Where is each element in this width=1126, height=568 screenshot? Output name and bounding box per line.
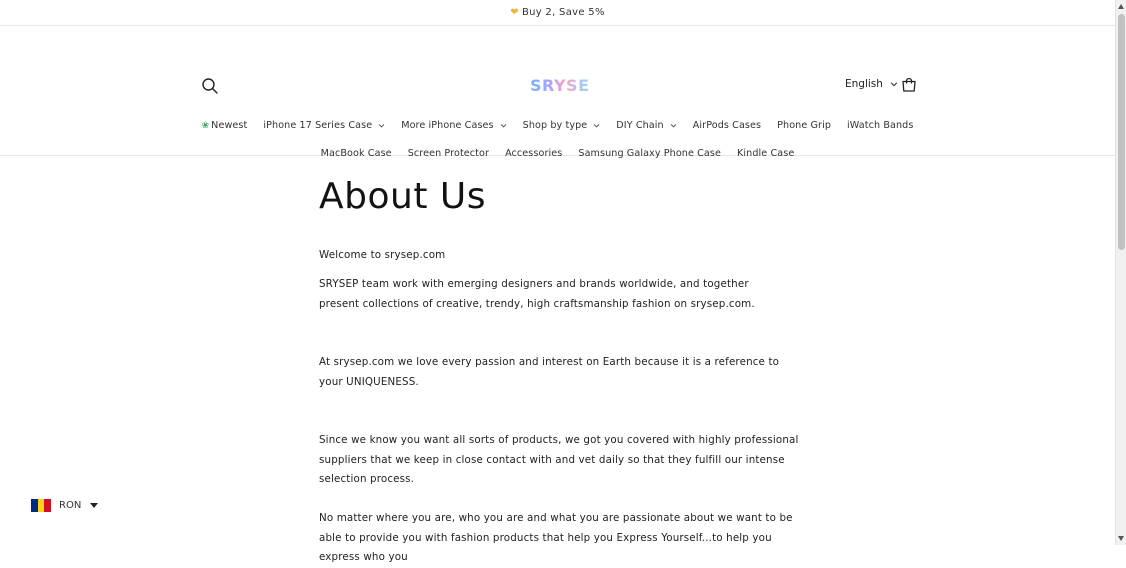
- search-icon[interactable]: [200, 76, 220, 96]
- scroll-up-arrow-icon[interactable]: [1118, 4, 1124, 9]
- language-selector[interactable]: [845, 78, 898, 90]
- site-header: [0, 26, 1115, 159]
- nav-label: More iPhone Cases: [401, 120, 494, 131]
- nav-label: Shop by type: [522, 120, 588, 131]
- chevron-down-icon: [378, 122, 385, 129]
- nav-item-shop-by-type[interactable]: [523, 120, 601, 131]
- scrollbar-thumb[interactable]: [1118, 14, 1125, 250]
- flag-stripe: [44, 499, 51, 512]
- chevron-down-icon: [593, 122, 600, 129]
- nav-label: DIY Chain: [616, 120, 664, 131]
- chevron-down-icon: [670, 122, 677, 129]
- flag-stripe: [31, 499, 38, 512]
- announcement-text: Buy 2, Save 5%: [521, 7, 605, 18]
- main-nav-row-1: [0, 120, 1115, 131]
- nav-item-diy-chain[interactable]: [616, 120, 676, 131]
- main-nav-row-2: [0, 148, 1115, 159]
- romania-flag-icon: [31, 499, 51, 512]
- currency-code: RON: [59, 500, 82, 511]
- nav-item-newest[interactable]: [202, 120, 248, 131]
- leaf-icon: ❀: [201, 120, 210, 131]
- currency-selector[interactable]: [31, 499, 98, 512]
- chevron-down-icon: [500, 122, 507, 129]
- paragraph-team: SRYSEP team work with emerging designers and brands worldwide, and together present collections of creative, trendy, high craftsmanship fashion on srysep.com.: [319, 278, 755, 310]
- cart-icon[interactable]: [900, 76, 918, 94]
- announcement-bar: [0, 0, 1115, 26]
- language-label: English: [845, 78, 883, 90]
- nav-label: Kindle Case: [737, 148, 795, 159]
- scrollbar[interactable]: [1115, 0, 1126, 545]
- paragraph-express: No matter where you are, who you are and what you are passionate about we want to be able to provide you with fashion products that help you Express Yourself...to help you express who you: [319, 512, 793, 563]
- paragraph-suppliers: Since we know you want all sorts of products, we got you covered with highly professional suppliers that we keep in close contact with and vet daily so that they fulfill our intense selection process.: [319, 434, 799, 485]
- nav-item-accessories[interactable]: [505, 148, 562, 159]
- nav-item-screen-protector[interactable]: [408, 148, 489, 159]
- nav-label: Accessories: [505, 148, 563, 159]
- nav-item-samsung-galaxy-phone-case[interactable]: [578, 148, 721, 159]
- nav-label: Phone Grip: [777, 120, 832, 131]
- nav-label: Newest: [211, 120, 248, 131]
- nav-label: iWatch Bands: [847, 120, 914, 131]
- paragraph-welcome: Welcome to srysep.com: [319, 249, 446, 261]
- paragraph-uniqueness: At srysep.com we love every passion and interest on Earth because it is a reference to your UNIQUENESS.: [319, 356, 780, 388]
- nav-item-phone-grip[interactable]: [777, 120, 831, 131]
- flag-stripe: [38, 499, 45, 512]
- nav-item-airpods-cases[interactable]: [693, 120, 761, 131]
- main-content: [319, 176, 804, 563]
- nav-label: iPhone 17 Series Case: [263, 120, 373, 131]
- nav-item-iphone-17-series-case[interactable]: [263, 120, 385, 131]
- logo[interactable]: SRYSEP: [530, 73, 588, 97]
- nav-label: Samsung Galaxy Phone Case: [578, 148, 722, 159]
- nav-item-macbook-case[interactable]: [321, 148, 392, 159]
- caret-down-icon: [90, 503, 98, 508]
- heart-icon: ❤: [510, 7, 519, 18]
- nav-label: AirPods Cases: [692, 120, 762, 131]
- chevron-down-icon: [890, 80, 898, 88]
- nav-label: MacBook Case: [320, 148, 392, 159]
- scroll-down-arrow-icon[interactable]: [1118, 536, 1124, 541]
- nav-item-iwatch-bands[interactable]: [847, 120, 913, 131]
- nav-item-kindle-case[interactable]: [737, 148, 794, 159]
- page-title: About Us: [319, 176, 486, 217]
- nav-item-more-iphone-cases[interactable]: [401, 120, 506, 131]
- nav-label: Screen Protector: [407, 148, 490, 159]
